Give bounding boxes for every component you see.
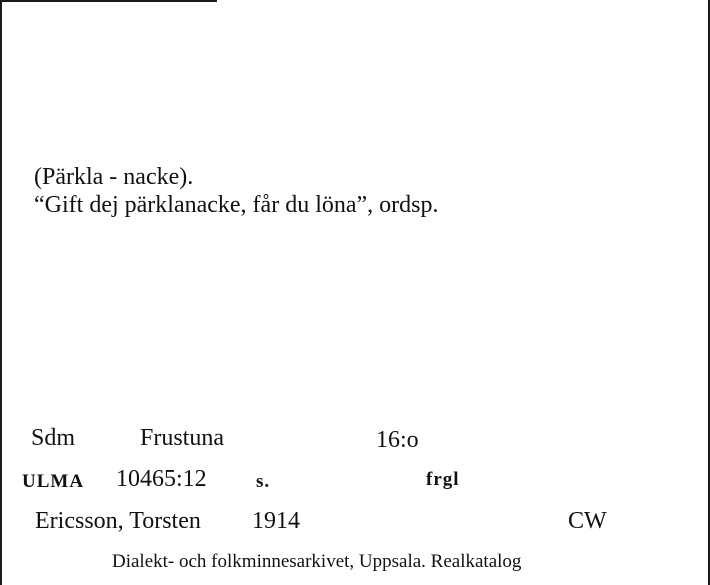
archive-footer: Dialekt- och folkminnesarkivet, Uppsala. Realkatalog — [112, 551, 522, 572]
record-mark: s. — [256, 471, 271, 492]
collector-name: Ericsson, Torsten — [35, 508, 201, 534]
collector-year: 1914 — [252, 508, 300, 534]
classification-code: 16:o — [376, 427, 419, 453]
collector-initials: CW — [568, 508, 607, 534]
archive-label: ULMA — [22, 471, 85, 492]
entry-quote: “Gift dej pärklanacke, får du löna”, ordsp. — [34, 192, 439, 218]
top-rule — [2, 0, 217, 2]
record-number: 10465:12 — [116, 466, 207, 492]
record-category: frgl — [426, 469, 460, 490]
province-code: Sdm — [31, 425, 76, 451]
parish-name: Frustuna — [140, 425, 224, 451]
entry-heading: (Pärkla - nacke). — [34, 164, 194, 190]
